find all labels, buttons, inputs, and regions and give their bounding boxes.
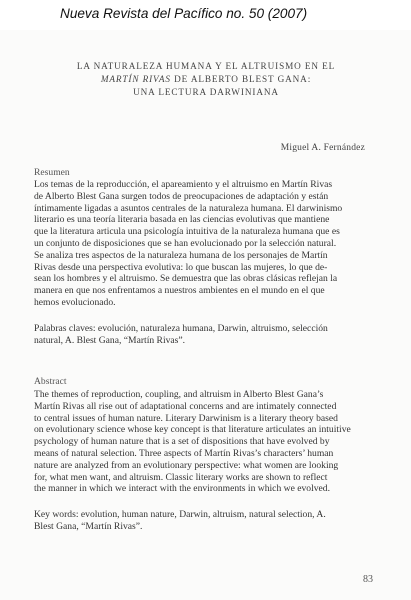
- abstract-line: nature are analyzed from an evolutionary perspective: what women are looking: [34, 459, 339, 471]
- abstract-line: on evolutionary science whose key concept is that literature articulates an intuitive: [34, 424, 351, 436]
- abstract-heading: Abstract: [34, 376, 67, 387]
- abstract-line: Martín Rivas all rise out of adaptational concerns and are intimately connected: [34, 400, 337, 412]
- abstract-line: the manner in which we interact with the environments in which we evolved.: [34, 483, 330, 495]
- abstract-line: means of natural selection. Three aspects of Martín Rivas’s characters’ human: [34, 447, 334, 459]
- resumen-line: de Alberto Blest Gana surgen todos de preocupaciones de adaptación y están: [34, 190, 329, 202]
- resumen-line: un conjunto de disposiciones que se han evolucionado por la selección natural.: [34, 237, 337, 249]
- resumen-line: literario es una teoría literaria basada en las ciencias evolutivas que mantiene: [34, 214, 330, 226]
- resumen-line: hemos evolucionado.: [34, 296, 116, 308]
- palabras-line: Palabras claves: evolución, naturaleza humana, Darwin, altruismo, selección: [34, 323, 328, 334]
- abstract-line: to central issues of human nature. Literary Darwinism is a literary theory based: [34, 412, 338, 424]
- resumen-line: íntimamente ligadas a asuntos centrales de la naturaleza humana. El darwinismo: [34, 202, 343, 214]
- resumen-line: Rivas desde una perspectiva evolutiva: lo que buscan las mujeres, lo que de-: [34, 261, 328, 273]
- article-title: [26, 60, 386, 99]
- resumen-paragraph: [34, 179, 360, 309]
- keywords-line: Key words: evolution, human nature, Darwin, altruism, natural selection, A.: [34, 509, 326, 520]
- resumen-line: Se analiza tres aspectos de la naturaleza humana de los personajes de Martín: [34, 249, 328, 261]
- resumen-line: que la literatura articula una psicología intuitiva de la naturaleza humana que es: [34, 226, 340, 238]
- resumen-line: sean los hombres y el altruismo. Se demuestra que las obras clásicas reflejan la: [34, 273, 338, 285]
- title-novel-name: MARTÍN RIVAS: [100, 74, 171, 84]
- abstract-line: for, what men want, and altruism. Classic literary works are shown to reflect: [34, 471, 328, 483]
- keywords-line: Blest Gana, “Martín Rivas”.: [34, 520, 143, 532]
- title-line-2: [26, 73, 386, 86]
- abstract-line: psychology of human nature that is a set of dispositions that have evolved by: [34, 436, 330, 448]
- title-line-1: LA NATURALEZA HUMANA Y EL ALTRUISMO EN EL: [76, 61, 336, 71]
- author-name: Miguel A. Fernández: [280, 143, 365, 153]
- abstract-paragraph: [34, 389, 360, 495]
- title-line-3: UNA LECTURA DARWINIANA: [133, 87, 279, 97]
- title-line-2-rest: DE ALBERTO BLEST GANA:: [170, 74, 312, 84]
- journal-header: Nueva Revista del Pacífico no. 50 (2007): [60, 6, 308, 21]
- resumen-heading: Resumen: [34, 167, 70, 178]
- abstract-line: The themes of reproduction, coupling, and altruism in Alberto Blest Gana’s: [34, 389, 324, 400]
- resumen-line: Los temas de la reproducción, el apareamiento y el altruismo en Martín Rivas: [34, 179, 333, 190]
- key-words: [34, 509, 360, 533]
- resumen-line: manera en que nos enfrentamos a nuestros ambientes en el mundo en el que: [34, 285, 325, 297]
- palabras-claves: [34, 323, 360, 347]
- palabras-line: natural, A. Blest Gana, “Martín Rivas”.: [34, 334, 186, 346]
- page-number: 83: [363, 574, 373, 585]
